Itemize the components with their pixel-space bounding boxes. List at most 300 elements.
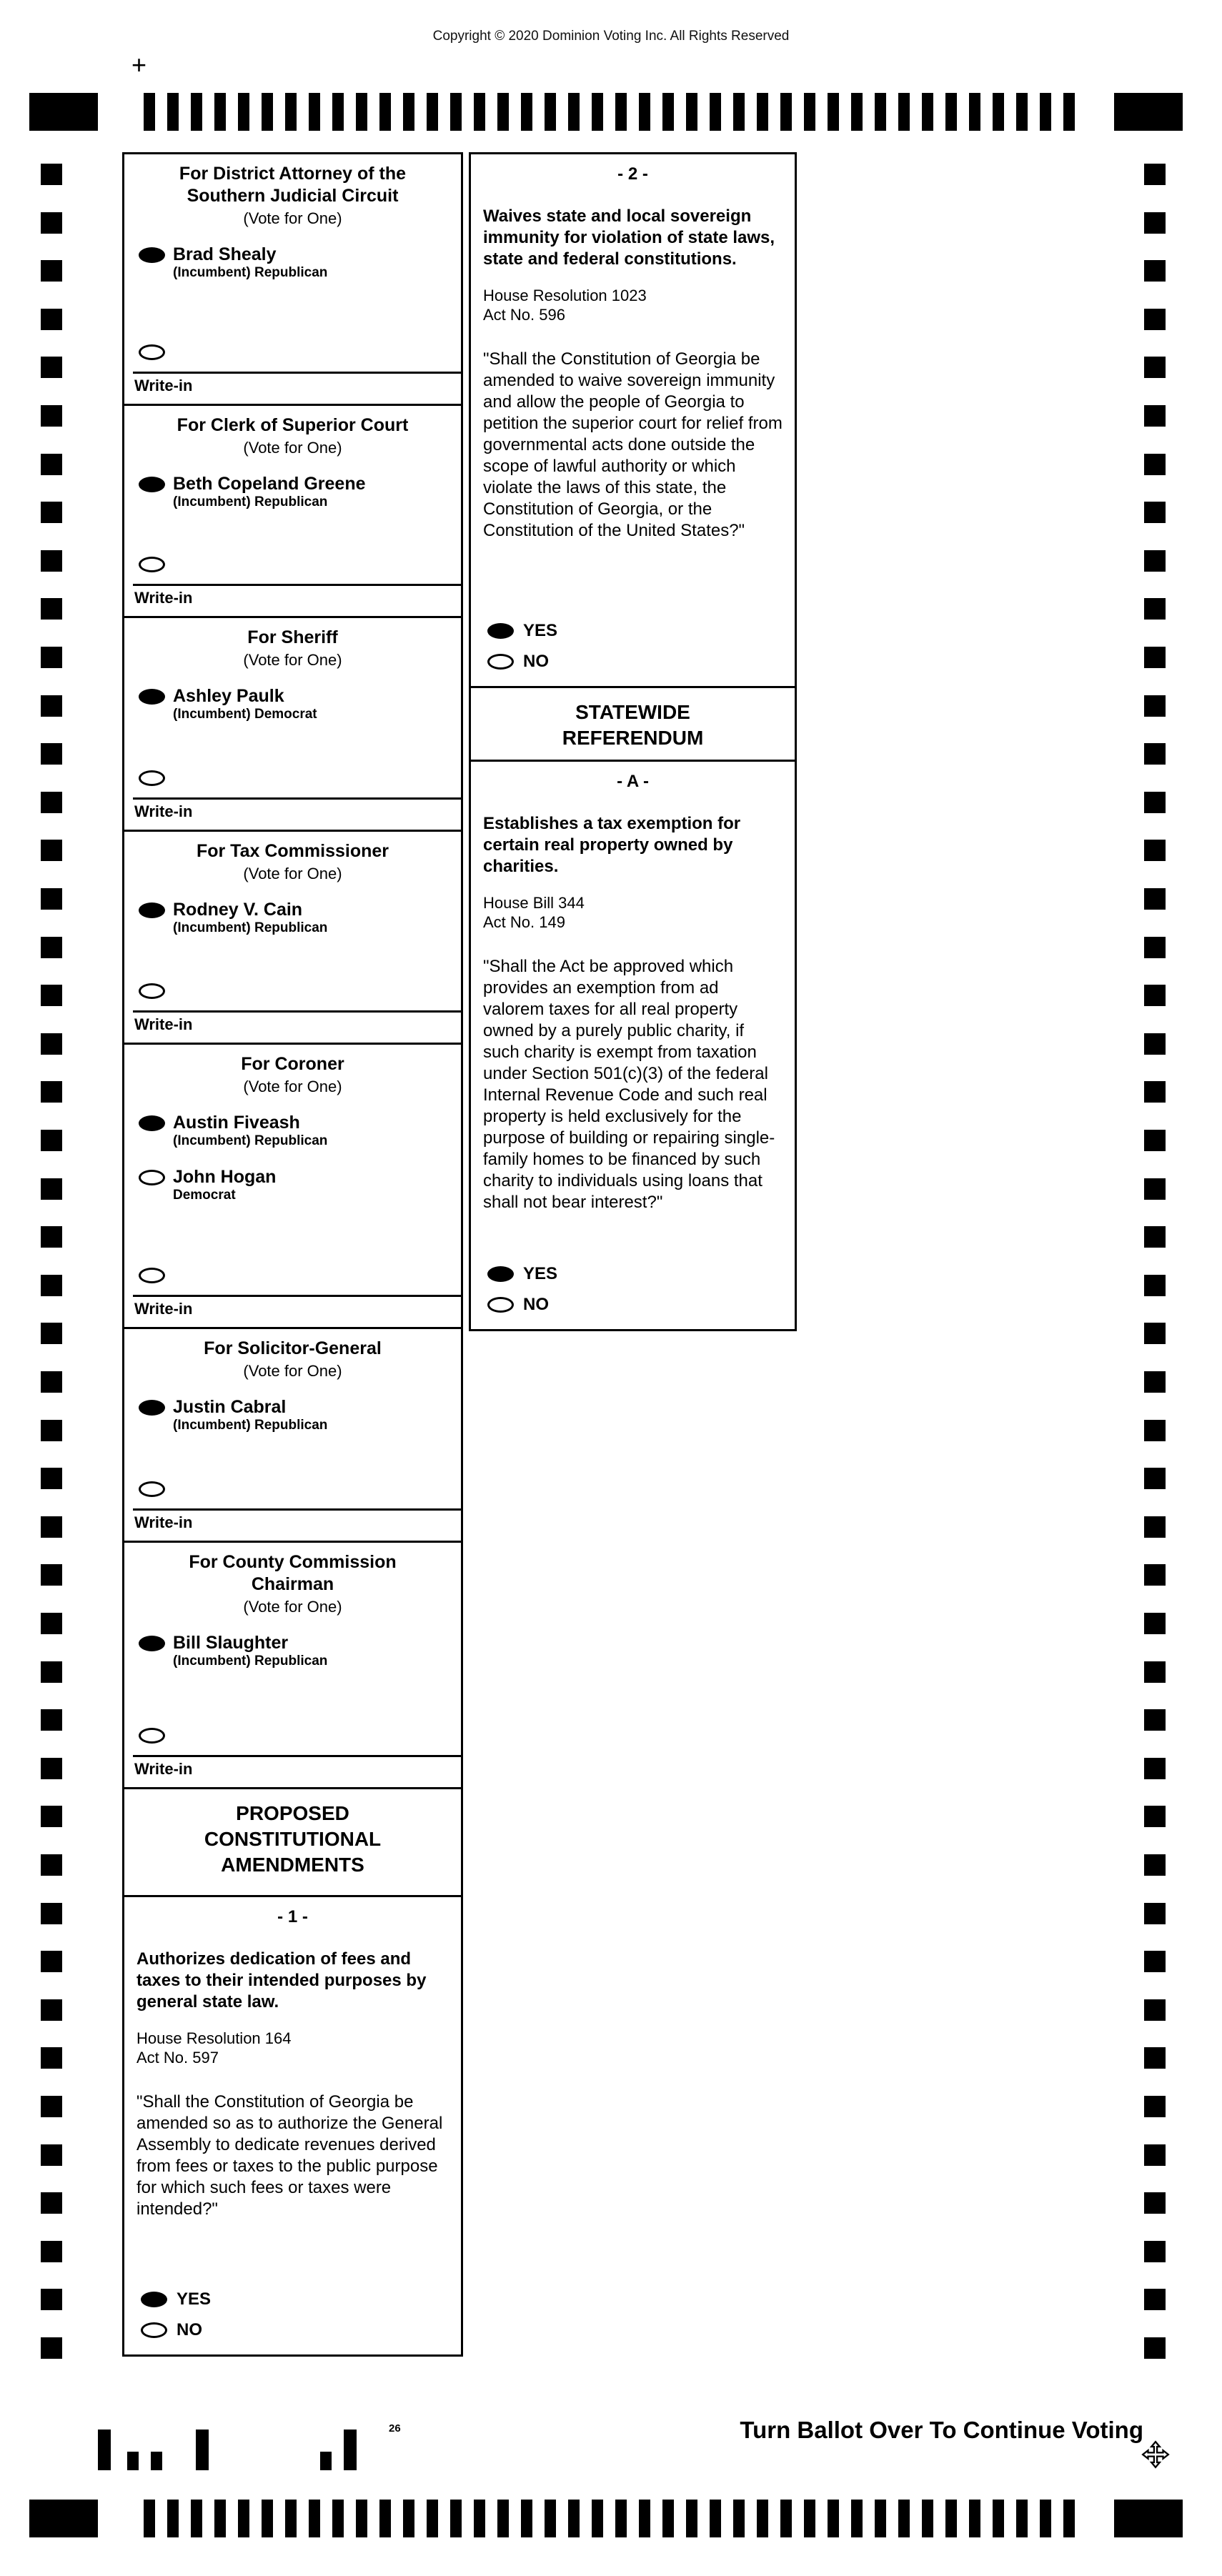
timing-mark (41, 598, 62, 620)
write-in-area (124, 1726, 461, 1787)
timing-mark (1144, 888, 1166, 910)
timing-mark (1144, 743, 1166, 765)
timing-mark (1144, 502, 1166, 523)
timing-mark (592, 93, 603, 131)
candidate-option[interactable] (124, 1398, 461, 1433)
candidate-name: Beth Copeland Greene (173, 474, 366, 494)
timing-mark (945, 93, 957, 131)
vote-bubble-filled[interactable] (139, 689, 165, 705)
candidate-detail: (Incumbent) Republican (173, 265, 328, 280)
vote-bubble[interactable] (139, 1481, 165, 1497)
section-header-line: CONSTITUTIONAL (204, 1828, 382, 1850)
ballot-column-right (469, 152, 797, 1331)
measure-summary: Establishes a tax exemption for certain real property owned by charities. (483, 814, 741, 876)
contest-title-line: Chairman (251, 1574, 334, 1594)
timing-mark (356, 2500, 367, 2537)
timing-mark (1144, 840, 1166, 861)
contest-title (124, 1053, 461, 1075)
measure-refs (483, 286, 783, 324)
timing-mark (710, 93, 721, 131)
measure-refs (483, 893, 783, 932)
timing-mark (214, 93, 226, 131)
timing-mark (521, 93, 532, 131)
vote-bubble-filled[interactable] (139, 1115, 165, 1131)
timing-mark (780, 2500, 792, 2537)
vote-bubble[interactable] (487, 1297, 514, 1313)
write-in-label: Write-in (134, 1513, 193, 1531)
candidate-name: John Hogan (173, 1167, 277, 1187)
timing-mark (309, 93, 320, 131)
timing-mark (167, 93, 179, 131)
write-in-label: Write-in (134, 377, 193, 394)
measure-section (124, 1897, 461, 2354)
write-in-label: Write-in (134, 1760, 193, 1778)
timing-mark (922, 93, 933, 131)
contest-title-line: For Sheriff (247, 627, 338, 647)
write-in-area (124, 1479, 461, 1541)
contest-title (124, 627, 461, 649)
candidate-info (173, 1168, 276, 1203)
vote-bubble-filled[interactable] (487, 623, 514, 639)
vote-bubble[interactable] (139, 983, 165, 999)
write-in-option[interactable] (124, 981, 461, 999)
candidate-name: Ashley Paulk (173, 686, 284, 706)
write-in-label: Write-in (134, 1015, 193, 1033)
candidate-detail: (Incumbent) Republican (173, 1133, 328, 1148)
write-in-label: Write-in (134, 589, 193, 607)
section-header-line: STATEWIDE (575, 701, 690, 723)
write-in-line[interactable] (133, 1755, 461, 1757)
measure-number: - 2 - (617, 164, 648, 184)
timing-mark (1144, 985, 1166, 1006)
timing-block (29, 93, 98, 131)
timing-mark (285, 93, 297, 131)
timing-mark (41, 743, 62, 765)
timing-mark (1144, 2337, 1166, 2359)
section-header-line: PROPOSED (236, 1802, 349, 1824)
timing-mark (356, 93, 367, 131)
candidate-info (173, 1398, 327, 1433)
candidate-list (124, 1113, 461, 1203)
timing-mark (497, 2500, 509, 2537)
timing-mark (41, 1806, 62, 1827)
measure-option[interactable] (483, 1295, 783, 1315)
candidate-name: Justin Cabral (173, 1397, 287, 1417)
measure-summary: Waives state and local sovereign immunity for violation of state laws, state and federal constitutions. (483, 207, 775, 269)
timing-mark (285, 2500, 297, 2537)
timing-mark (1144, 1371, 1166, 1393)
timing-mark (828, 93, 839, 131)
vote-bubble-filled[interactable] (139, 1400, 165, 1416)
timing-mark (1144, 1275, 1166, 1296)
registration-plus-mark: + (131, 50, 147, 79)
measure-refs (136, 2029, 449, 2067)
candidate-list (124, 1398, 461, 1433)
measure-option[interactable] (136, 2320, 449, 2340)
timing-mark (41, 1903, 62, 1924)
vote-bubble[interactable] (139, 557, 165, 572)
timing-mark (1144, 309, 1166, 330)
measure-option[interactable] (483, 652, 783, 672)
write-in-option[interactable] (124, 555, 461, 572)
timing-mark (41, 1999, 62, 2021)
timing-mark (474, 2500, 485, 2537)
timing-mark (41, 2144, 62, 2166)
timing-mark (41, 1178, 62, 1200)
candidate-detail: (Incumbent) Republican (173, 494, 328, 509)
ballot-id-bar (127, 2452, 139, 2470)
write-in-option[interactable] (124, 1479, 461, 1497)
timing-mark (403, 93, 414, 131)
candidate-name: Brad Shealy (173, 244, 277, 264)
timing-mark (1144, 2144, 1166, 2166)
timing-mark (1144, 1951, 1166, 1972)
option-label: YES (177, 2289, 212, 2309)
vote-bubble[interactable] (139, 344, 165, 360)
vote-instruction: (Vote for One) (243, 439, 342, 457)
timing-mark (686, 2500, 697, 2537)
contest-section (124, 154, 461, 406)
timing-mark (41, 695, 62, 717)
vote-bubble[interactable] (141, 2322, 167, 2338)
ballot-id-bar (196, 2430, 209, 2470)
option-label: YES (523, 621, 558, 640)
section-header (471, 688, 795, 762)
timing-mark (1040, 2500, 1051, 2537)
timing-mark (427, 93, 438, 131)
timing-mark (828, 2500, 839, 2537)
write-in-line[interactable] (133, 1295, 461, 1297)
timing-mark (1144, 1420, 1166, 1441)
contest-section (124, 1329, 461, 1543)
measure-number: - 1 - (277, 1907, 308, 1926)
timing-mark (41, 309, 62, 330)
vote-bubble[interactable] (139, 770, 165, 786)
contest-title (124, 414, 461, 437)
timing-mark (945, 2500, 957, 2537)
vote-bubble[interactable] (487, 654, 514, 670)
timing-mark (1144, 1564, 1166, 1586)
write-in-option[interactable] (124, 768, 461, 786)
write-in-area (124, 981, 461, 1043)
timing-block (29, 2500, 98, 2537)
timing-mark (1144, 1081, 1166, 1103)
candidate-option[interactable] (124, 1113, 461, 1149)
write-in-line[interactable] (133, 1010, 461, 1013)
timing-mark (41, 2241, 62, 2262)
contest-title-line: For Clerk of Superior Court (177, 415, 409, 435)
timing-mark (497, 93, 509, 131)
timing-mark (41, 2047, 62, 2069)
measure-summary: Authorizes dedication of fees and taxes to their intended purposes by general state law. (136, 1949, 427, 2011)
timing-mark (521, 2500, 532, 2537)
vote-instruction: (Vote for One) (243, 651, 342, 669)
write-in-label: Write-in (134, 802, 193, 820)
timing-mark (1016, 2500, 1028, 2537)
timing-mark (1040, 93, 1051, 131)
vote-instruction: (Vote for One) (243, 865, 342, 882)
vote-bubble-filled[interactable] (139, 477, 165, 492)
timing-mark (214, 2500, 226, 2537)
timing-mark (474, 93, 485, 131)
timing-mark (1144, 937, 1166, 958)
timing-mark (1144, 2047, 1166, 2069)
timing-mark (41, 1371, 62, 1393)
candidate-info (173, 245, 327, 281)
contest-title-line: For County Commission (189, 1552, 397, 1572)
write-in-option[interactable] (124, 1265, 461, 1283)
candidate-list (124, 900, 461, 936)
candidate-detail: Democrat (173, 1188, 236, 1203)
section-header-line: REFERENDUM (562, 727, 704, 749)
timing-mark (379, 93, 391, 131)
timing-mark (1144, 1903, 1166, 1924)
ballot-id-bar (151, 2452, 162, 2470)
timing-mark (568, 2500, 580, 2537)
measure-options (483, 610, 783, 677)
vote-bubble[interactable] (139, 1170, 165, 1185)
vote-instruction: (Vote for One) (243, 209, 342, 227)
write-in-line[interactable] (133, 372, 461, 374)
write-in-line[interactable] (133, 797, 461, 800)
timing-mark (41, 792, 62, 813)
write-in-line[interactable] (133, 584, 461, 586)
contest-section (124, 1045, 461, 1329)
timing-mark (898, 93, 910, 131)
measure-ref-line: Act No. 149 (483, 913, 565, 931)
timing-mark (1144, 695, 1166, 717)
timing-mark (41, 260, 62, 282)
timing-mark (1144, 1323, 1166, 1344)
timing-mark (1144, 405, 1166, 427)
measure-section (471, 154, 795, 688)
timing-mark (1144, 1468, 1166, 1489)
timing-mark (403, 2500, 414, 2537)
write-in-area (124, 342, 461, 404)
timing-mark (262, 93, 273, 131)
timing-mark (875, 93, 886, 131)
section-header (124, 1789, 461, 1897)
vote-bubble-filled[interactable] (139, 1636, 165, 1651)
sequence-number: 26 (389, 2422, 401, 2435)
vote-bubble-filled[interactable] (141, 2292, 167, 2307)
option-label: NO (177, 2320, 202, 2339)
timing-mark (1144, 1806, 1166, 1827)
contest-title (124, 163, 461, 207)
contest-title (124, 840, 461, 862)
timing-mark (41, 1275, 62, 1296)
option-label: NO (523, 1295, 549, 1314)
candidate-detail: (Incumbent) Republican (173, 1418, 328, 1433)
timing-mark (41, 454, 62, 475)
timing-mark (144, 93, 155, 131)
timing-mark (1144, 1130, 1166, 1151)
timing-mark (191, 93, 202, 131)
vote-bubble-filled[interactable] (487, 1266, 514, 1282)
timing-mark (1144, 1613, 1166, 1634)
timing-mark (41, 1420, 62, 1441)
write-in-area (124, 555, 461, 616)
timing-mark (662, 2500, 674, 2537)
contest-title-line: For Coroner (241, 1054, 344, 1074)
timing-mark (733, 93, 745, 131)
timing-mark (1144, 1999, 1166, 2021)
timing-mark (41, 2096, 62, 2117)
timing-mark (41, 647, 62, 668)
candidate-option[interactable] (124, 687, 461, 722)
contest-section (124, 618, 461, 832)
vote-bubble[interactable] (139, 1728, 165, 1744)
timing-mark (1144, 598, 1166, 620)
timing-mark (332, 2500, 344, 2537)
measure-options (136, 2278, 449, 2346)
timing-mark (41, 1081, 62, 1103)
timing-mark (41, 1323, 62, 1344)
ballot-id-bar (98, 2430, 111, 2470)
write-in-area (124, 768, 461, 830)
timing-mark (568, 93, 580, 131)
option-label: NO (523, 652, 549, 671)
write-in-line[interactable] (133, 1508, 461, 1511)
candidate-name: Austin Fiveash (173, 1113, 300, 1133)
candidate-info (173, 900, 327, 936)
candidate-detail: (Incumbent) Republican (173, 1653, 328, 1669)
timing-mark (1144, 1516, 1166, 1538)
contest-title-line: Southern Judicial Circuit (187, 186, 399, 206)
timing-mark (969, 2500, 980, 2537)
contest-section (124, 1543, 461, 1789)
candidate-list (124, 474, 461, 510)
timing-mark (804, 93, 815, 131)
candidate-list (124, 1633, 461, 1669)
timing-mark (1144, 2241, 1166, 2262)
timing-mark (238, 2500, 249, 2537)
timing-mark (1144, 454, 1166, 475)
candidate-option[interactable] (124, 1168, 461, 1203)
timing-mark (379, 2500, 391, 2537)
timing-mark (1016, 93, 1028, 131)
vote-bubble-filled[interactable] (139, 902, 165, 918)
timing-mark (41, 2192, 62, 2214)
timing-mark (1144, 2192, 1166, 2214)
registration-cross-icon (1141, 2440, 1171, 2470)
timing-mark (41, 985, 62, 1006)
timing-mark (851, 2500, 863, 2537)
contest-title-line: For District Attorney of the (179, 164, 407, 184)
write-in-option[interactable] (124, 1726, 461, 1744)
timing-mark (41, 937, 62, 958)
timing-mark (1144, 1226, 1166, 1248)
candidate-detail: (Incumbent) Democrat (173, 707, 317, 722)
vote-bubble-filled[interactable] (139, 247, 165, 263)
measure-ref-line: House Resolution 1023 (483, 287, 647, 304)
candidate-info (173, 1113, 327, 1149)
timing-mark (1144, 2289, 1166, 2310)
timing-mark (922, 2500, 933, 2537)
timing-mark (615, 2500, 627, 2537)
timing-mark (167, 2500, 179, 2537)
timing-mark (191, 2500, 202, 2537)
measure-option[interactable] (136, 2289, 449, 2309)
timing-mark (710, 2500, 721, 2537)
timing-mark (1144, 1758, 1166, 1779)
timing-mark (332, 93, 344, 131)
timing-mark (1144, 792, 1166, 813)
timing-mark (41, 1516, 62, 1538)
section-header-line: AMENDMENTS (221, 1854, 364, 1876)
ballot-id-bar (344, 2430, 357, 2470)
candidate-option[interactable] (124, 900, 461, 936)
write-in-option[interactable] (124, 342, 461, 360)
timing-mark (144, 2500, 155, 2537)
timing-mark (757, 93, 768, 131)
timing-mark (41, 1613, 62, 1634)
timing-mark (41, 164, 62, 185)
vote-bubble[interactable] (139, 1268, 165, 1283)
candidate-option[interactable] (124, 1633, 461, 1669)
timing-mark (41, 1951, 62, 1972)
measure-section (471, 762, 795, 1329)
measure-options (483, 1253, 783, 1321)
measure-option[interactable] (483, 1264, 783, 1284)
timing-mark (41, 405, 62, 427)
timing-mark (686, 93, 697, 131)
vote-instruction: (Vote for One) (243, 1078, 342, 1095)
copyright-notice: Copyright © 2020 Dominion Voting Inc. All Rights Reserved (432, 29, 790, 44)
vote-instruction: (Vote for One) (243, 1598, 342, 1616)
contest-title-line: For Solicitor-General (204, 1338, 382, 1358)
timing-mark (41, 840, 62, 861)
ballot-id-bar (320, 2452, 332, 2470)
option-label: YES (523, 1264, 558, 1283)
timing-mark (41, 2289, 62, 2310)
timing-mark (639, 93, 650, 131)
write-in-label: Write-in (134, 1300, 193, 1318)
timing-mark (662, 93, 674, 131)
contest-title (124, 1551, 461, 1596)
timing-mark (993, 93, 1004, 131)
timing-mark (41, 1468, 62, 1489)
candidate-detail: (Incumbent) Republican (173, 920, 328, 935)
timing-mark (993, 2500, 1004, 2537)
timing-mark (804, 2500, 815, 2537)
measure-number: - A - (617, 772, 649, 791)
timing-mark (639, 2500, 650, 2537)
timing-mark (41, 212, 62, 234)
candidate-info (173, 687, 317, 722)
timing-mark (41, 888, 62, 910)
timing-mark (41, 1758, 62, 1779)
candidate-name: Rodney V. Cain (173, 900, 303, 920)
measure-ref-line: House Bill 344 (483, 894, 585, 912)
candidate-option[interactable] (124, 245, 461, 281)
timing-mark (545, 93, 556, 131)
candidate-list (124, 245, 461, 281)
timing-mark (1144, 647, 1166, 668)
candidate-option[interactable] (124, 474, 461, 510)
timing-mark (1144, 212, 1166, 234)
timing-mark (1144, 357, 1166, 378)
candidate-info (173, 474, 366, 510)
measure-question: "Shall the Constitution of Georgia be amended so as to authorize the General Assembly to dedicate revenues derived from fees or taxes to the public purpose for which such fees or taxes were intended?" (136, 2092, 443, 2219)
timing-mark (1063, 2500, 1075, 2537)
timing-mark (450, 2500, 462, 2537)
turn-ballot-instruction: Turn Ballot Over To Continue Voting (740, 2417, 1143, 2443)
timing-mark (592, 2500, 603, 2537)
timing-mark (1144, 164, 1166, 185)
measure-option[interactable] (483, 621, 783, 641)
timing-mark (41, 1854, 62, 1876)
